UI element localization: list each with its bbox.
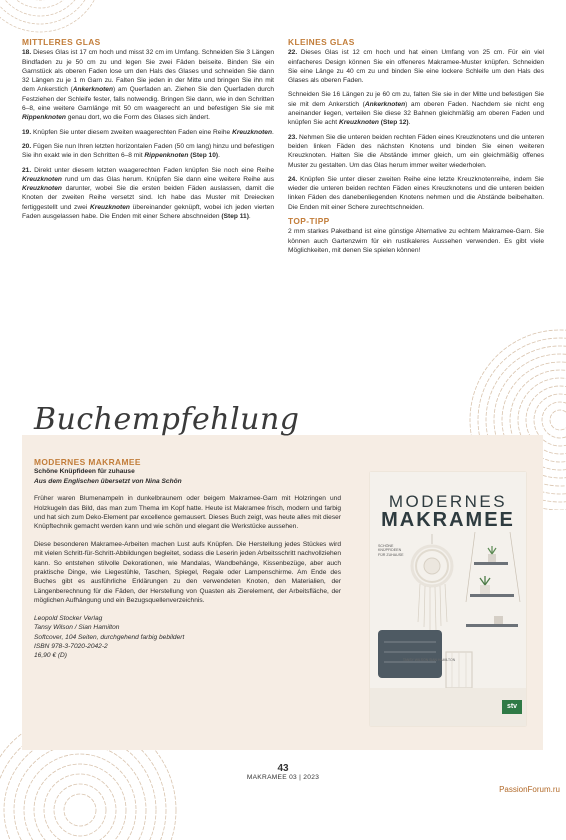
step-22-continued: Schneiden Sie 16 Längen zu je 60 cm zu, falten Sie sie in der Mitte und befestigen Sie sie mit dem Ankerstich (Ankerknoten) am oberen Faden. Nachdem sie nicht eng aneinander liegen, verteilen Sie diese 32 Bahnen gleichmäßig am oberen Faden und knüpfen Sie acht Kreuzknoten (Step 12). xyxy=(288,91,544,127)
decorative-rings-top-left xyxy=(0,0,120,40)
step-21: 21. Direkt unter diesem letzten waagerechten Faden knüpfen Sie noch eine Reihe Kreuzknoten rund um das Glas herum. Knüpfen Sie dann eine weitere Reihe aus Kreuzknoten darunter, wobei Sie die ersten beiden Fäden auslassen, damit die Knoten der zweiten Reihe versetzt sind. Ich habe das Muster mit Dreiecken fertiggestellt und zwei Kreuzknoten übereinander geknüpft, wobei ich jeden vierten Faden ausgelassen habe. Die Enden mit einer Schere abschneiden (Step 11). xyxy=(22,166,274,221)
step-18: 18. Dieses Glas ist 17 cm hoch und misst 32 cm im Umfang. Schneiden Sie 3 Längen Bindfaden zu je 50 cm zu und legen Sie zwei Fäden beiseite. Binden Sie ein Garnstück als oberen Faden lose um den Hals des Glases und schneiden Sie dann 32 Längen zu je 1 m Garn zu. Falten Sie jeden in der Mitte und bringen Sie ihn mit dem Ankerstich (Ankerknoten) am Querfaden an. Ziehen Sie den Querfaden durch Festziehen der Schleife fester, falls notwendig. Bringen Sie dann, wie in den Schritten 6–8, eine weitere Garnlänge mit 50 cm waagerecht an und befestigen Sie sie mit Rippenknoten genau dort, wo die Form des Glases sich ändert. xyxy=(22,49,274,122)
book-isbn: ISBN 978-3-7020-2042-2 xyxy=(34,642,108,650)
cover-subtitle: SCHÖNE KNÜPFIDEEN FÜR ZUHAUSE xyxy=(378,544,404,557)
step-19: 19. Knüpfen Sie unter diesem zweiten waagerechten Faden eine Reihe Kreuzknoten. xyxy=(22,128,274,136)
book-translator: Aus dem Englischen übersetzt von Nina Schön xyxy=(34,477,182,485)
book-recommendation-text xyxy=(34,458,341,661)
book-subtitle: Schöne Knüpfideen für zuhause xyxy=(34,468,135,476)
top-tip-text: 2 mm starkes Paketband ist eine günstige Alternative zu echtem Makramee-Garn. Sie können auch Gartenzwirn für ein rustikaleres Aussehen verwenden. Es gibt viele Möglichkeiten, mit denen Sie spielen können! xyxy=(288,228,544,254)
step-22: 22. Dieses Glas ist 12 cm hoch und hat einen Umfang von 25 cm. Für ein viel einfacheres Design können Sie ein offeneres Makramee-Muster knüpfen. Schneiden Sie eine Länge zu 40 cm zu und binden Sie eine lockere Schleife um den Hals des Glases als oberen Faden. xyxy=(288,49,544,85)
book-cover-image xyxy=(370,472,526,726)
top-tip-heading: TOP-TIPP xyxy=(288,216,330,227)
page-number: 43 xyxy=(277,763,289,774)
book-paragraph-2: Diese besonderen Makramee-Arbeiten machen Lust aufs Knüpfen. Die Herstellung jedes Stückes wird mit vielen Schritt-für-Schritt-Abbildungen begleitet, sodass die Leserin jeden Arbeitsschritt nachvollziehen kann. So entstehen stilvolle Dekorationen, wie Mandalas, Wandbehänge, Kissenbezüge, aber auch praktische Dinge, wie Liegestühle, Taschen, Spiegel, Regale oder Lampenschirme. Am Ende des Buches gibt es ausführliche Erklärungen zu den verwendeten Knoten, den Materialien, der Längenberechnung für die Fäden, der Herstellung von Quasten als Zierelement, der Arbeitsfläche, der möglichen Aufhängung und ein Bezugsquellenverzeichnis. xyxy=(34,540,341,605)
cover-title-line-2: MAKRAMEE xyxy=(381,509,515,531)
book-price: 16,90 € (D) xyxy=(34,652,67,660)
section-heading-medium-glass: MITTLERES GLAS xyxy=(22,37,101,47)
step-24: 24. Knüpfen Sie unter dieser zweiten Reihe eine letzte Kreuzknotenreihe, indem Sie wieder die unteren beiden rechten Fäden eines Kreuzknotens und die unteren beiden linken Fäden des danebenliegenden Knotens nehmen und die Abstände beibehalten. Die Enden mit einer Schere zurechtschneiden. xyxy=(288,175,544,211)
step-23: 23. Nehmen Sie die unteren beiden rechten Fäden eines Kreuzknotens und die unteren beiden linken Fäden des nächsten Knotens und binden Sie einen weiteren Kreuzknoten. Halten Sie die Abstände immer gleich, um ein gleichmäßig offenes Muster zu gestalten. Um das Glas herum immer weiter wiederholen. xyxy=(288,133,544,169)
book-heading: MODERNES MAKRAMEE xyxy=(34,457,141,467)
book-authors: Tansy Wilson / Sian Hamilton xyxy=(34,624,120,632)
publisher-logo: stv xyxy=(502,700,522,714)
magazine-issue: MAKRAMEE 03 | 2023 xyxy=(246,774,320,781)
left-column xyxy=(22,38,274,226)
cover-title-line-1: MODERNES xyxy=(388,492,508,511)
book-format: Softcover, 104 Seiten, durchgehend farbig bebildert xyxy=(34,633,185,641)
cover-illustration xyxy=(370,472,526,726)
page-footer xyxy=(0,763,566,781)
section-heading-small-glass: KLEINES GLAS xyxy=(288,37,355,47)
book-publisher: Leopold Stocker Verlag xyxy=(34,614,103,622)
book-paragraph-1: Früher waren Blumenampeln in dunkelbraunem oder beigem Makramee-Garn mit Holzringen und Holzkugeln das Bild, das man zum Thema im Kopf hatte. Heute ist Makramee frisch, modern und farbig und hat sich zum Deko-Element par excellence gemausert. Dieses Buch zeigt, was heute alles mit dieser Knüpftechnik gemacht werden kann und wie schön und elegant die Werkstücke aussehen. xyxy=(34,495,341,531)
cover-authors: TANSY WILSON SIAN HAMILTON xyxy=(402,658,456,662)
watermark: PassionForum.ru xyxy=(499,785,560,794)
book-recommendation-title: Buchempfehlung xyxy=(34,402,300,437)
step-20: 20. Fügen Sie nun Ihren letzten horizontalen Faden (50 cm lang) hinzu und befestigen Sie ihn exakt wie in den Schritten 6–8 mit Rippenknoten (Step 10). xyxy=(22,142,274,160)
right-column xyxy=(288,38,544,260)
